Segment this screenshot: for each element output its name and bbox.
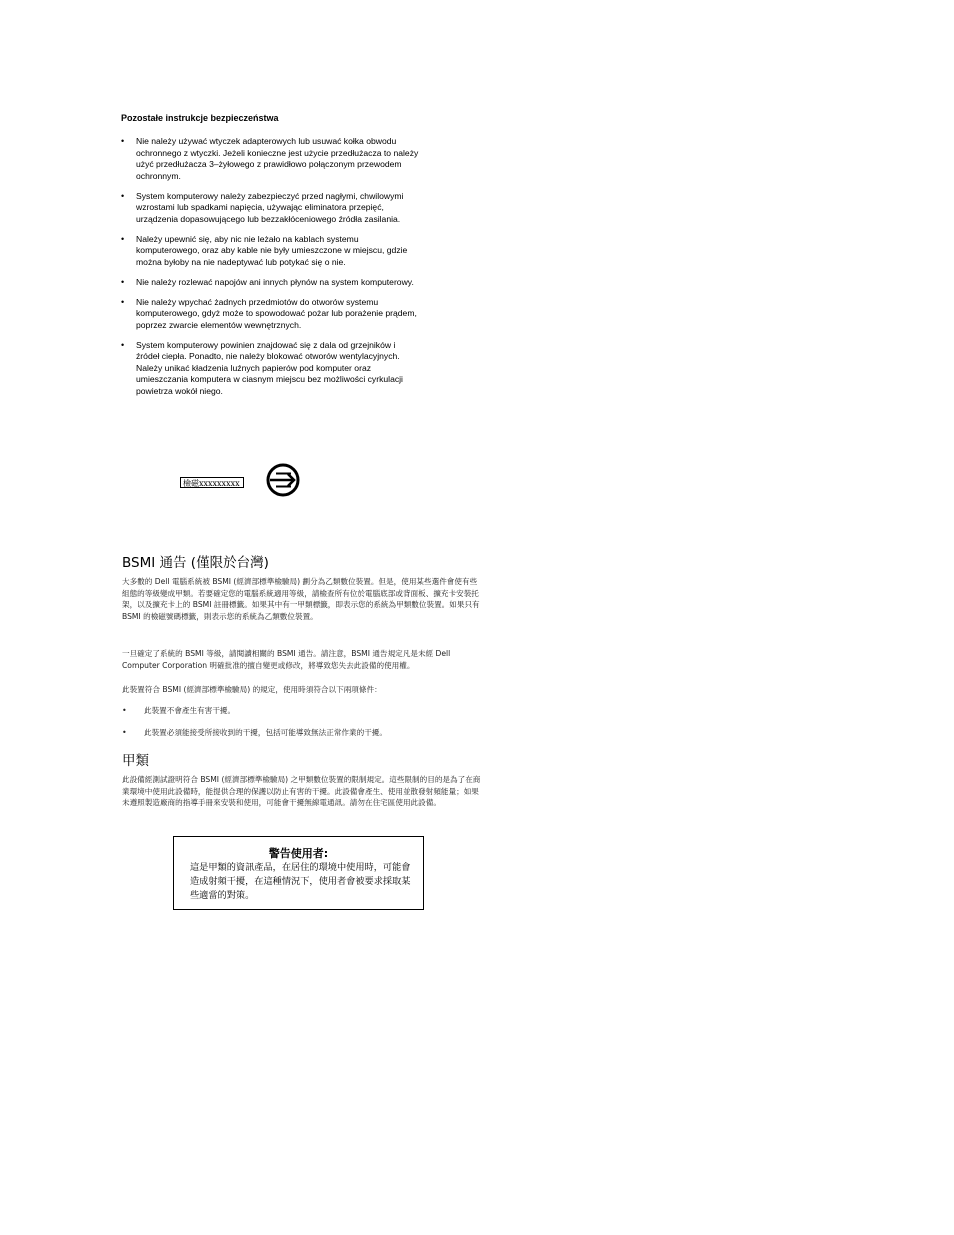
certification-label: 檢磁xxxxxxxxx bbox=[180, 477, 244, 488]
list-item bbox=[121, 136, 421, 182]
list-item-text: 此裝置不會產生有害干擾。 bbox=[144, 706, 236, 715]
bullet-icon: • bbox=[121, 276, 125, 287]
class-a-paragraph: 此設備經測試證明符合 BSMI (經濟部標準檢驗局) 之甲類數位裝置的限制規定。這些限制的目的是為了在商業環境中使用此設備時，能提供合理的保護以防止有害的干擾。此設備會產生、使用並散發射頻能量；如果未遵照製造廠商的指導手冊來安裝和使用，可能會干擾無線電通訊。請勿在住宅區使用此設備。 bbox=[122, 775, 481, 808]
bullet-icon: • bbox=[122, 728, 127, 737]
bullet-icon: • bbox=[121, 339, 125, 350]
list-item-text: Nie należy wpychać żadnych przedmiotów do otworów systemu komputerowego, gdyż może to spowodować pożar lub porażenie prądem, poprzez zwarcie elementów wewnętrznych. bbox=[136, 296, 417, 330]
list-item bbox=[121, 191, 421, 226]
bullet-icon: • bbox=[121, 136, 125, 146]
bullet-icon: • bbox=[122, 706, 127, 715]
list-item-text: System komputerowy należy zabezpieczyć przed nagłymi, chwilowymi wzrostami lub spadkami napięcia, używając eliminatora przepięć, urządzenia dopasowującego lub bezzakłóceniowego źródła zasilania. bbox=[136, 190, 404, 224]
list-item bbox=[122, 705, 482, 716]
list-item-text: Nie należy rozlewać napojów ani innych płynów na system komputerowy. bbox=[136, 276, 414, 287]
list-item bbox=[121, 234, 421, 269]
list-item bbox=[121, 340, 421, 398]
bsmi-conditions-list bbox=[122, 705, 482, 716]
warning-box bbox=[173, 836, 424, 910]
warning-title: 警告使用者: bbox=[268, 847, 329, 860]
warning-text: 這是甲類的資訊產品，在居住的環境中使用時，可能會造成射頻干擾，在這種情況下，使用者會被要求採取某些適當的對策。 bbox=[190, 862, 411, 901]
bsmi-paragraph: 此裝置符合 BSMI (經濟部標準檢驗局) 的規定，使用時須符合以下兩項條件： bbox=[122, 685, 382, 694]
bsmi-conditions-list bbox=[122, 727, 482, 738]
bsmi-heading: BSMI 通告 (僅限於台灣) bbox=[122, 555, 269, 571]
list-item-text: Należy upewnić się, aby nic nie leżało na kablach systemu komputerowego, oraz aby kable nie były umieszczone w miejscu, gdzie można byłoby na nie nadeptywać lub potykać się o nie. bbox=[136, 233, 408, 267]
list-item-text: 此裝置必須能接受所接收到的干擾，包括可能導致無法正常作業的干擾。 bbox=[144, 728, 387, 737]
bsmi-paragraph: 一旦確定了系統的 BSMI 等級，請閱讀相關的 BSMI 通告。請注意，BSMI 通告規定凡是未經 Dell Computer Corporation 明確批准的擅自變更或修改，將導致您失去此設備的使用權。 bbox=[122, 649, 451, 670]
bullet-icon: • bbox=[121, 296, 125, 307]
bullet-icon: • bbox=[121, 233, 125, 244]
list-item-text: Nie należy używać wtyczek adapterowych lub usuwać kołka obwodu ochronnego z wtyczki. Jeżeli konieczne jest użycie przedłużacza to należy użyć przedłużacza 3–żyłowego z prawidłowo połączonym przewodem ochronnym. bbox=[136, 136, 419, 181]
list-item bbox=[121, 297, 421, 332]
list-item bbox=[122, 727, 482, 738]
list-item-text: System komputerowy powinien znajdować się z dala od grzejników i źródeł ciepła. Ponadto, nie należy blokować otworów wentylacyjnych. Należy unikać kładzenia luźnych papierów pod komputer oraz umieszczania komputera w ciasnym miejscu bez możliwości cyrkulacji powietrza wokół niego. bbox=[136, 339, 403, 396]
bsmi-paragraph: 大多數的 Dell 電腦系統被 BSMI (經濟部標準檢驗局) 劃分為乙類數位裝置。但是，使用某些選件會使有些組態的等級變成甲類。若要確定您的電腦系統適用等級，請檢查所有位於電腦底部或背面板、擴充卡安裝托架，以及擴充卡上的 BSMI 註冊標籤。如果其中有一甲類標籤，即表示您的系統為甲類數位裝置。如果只有 BSMI 的檢磁號碼標籤，則表示您的系統為乙類數位裝置。 bbox=[122, 577, 480, 622]
list-item bbox=[121, 277, 421, 289]
bsmi-certification-mark-icon bbox=[266, 463, 300, 497]
class-a-heading: 甲類 bbox=[122, 753, 149, 769]
bullet-icon: • bbox=[121, 190, 125, 201]
safety-title: Pozostałe instrukcje bezpieczeństwa bbox=[121, 113, 279, 123]
safety-list bbox=[121, 136, 421, 406]
